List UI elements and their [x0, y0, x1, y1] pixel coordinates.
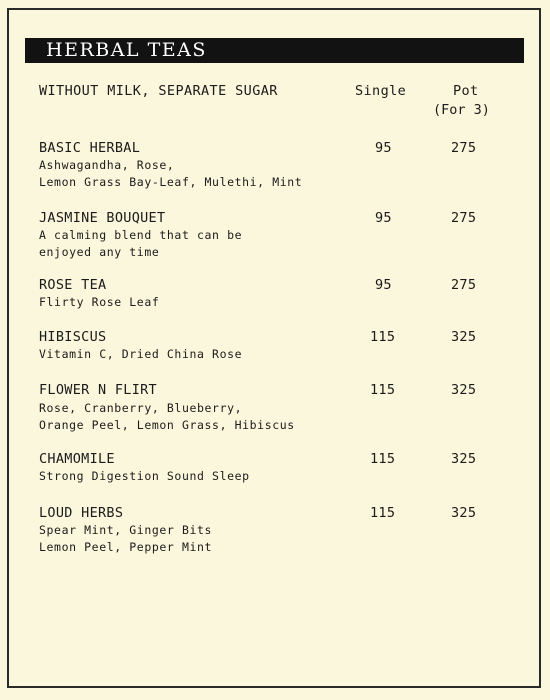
item-price-pot: 325	[451, 505, 477, 521]
item-name: HIBISCUS	[39, 329, 107, 345]
item-name: LOUD HERBS	[39, 505, 124, 521]
item-price-single: 115	[370, 451, 396, 467]
item-description: Lemon Peel, Pepper Mint	[39, 540, 213, 554]
item-price-single: 115	[370, 382, 396, 398]
item-price-pot: 275	[451, 210, 477, 226]
item-name: JASMINE BOUQUET	[39, 210, 166, 226]
item-name: BASIC HERBAL	[39, 140, 141, 156]
item-description: Ashwagandha, Rose,	[39, 158, 175, 172]
item-description: Vitamin C, Dried China Rose	[39, 347, 243, 361]
item-price-single: 115	[370, 329, 396, 345]
section-title: HERBAL TEAS	[46, 39, 207, 61]
item-description: A calming blend that can be	[39, 228, 243, 242]
item-price-pot: 325	[451, 382, 477, 398]
item-description: enjoyed any time	[39, 245, 160, 259]
item-price-pot: 275	[451, 140, 477, 156]
item-price-single: 95	[375, 140, 392, 156]
section-title-bar	[25, 38, 524, 63]
item-description: Strong Digestion Sound Sleep	[39, 469, 250, 483]
item-price-single: 95	[375, 210, 392, 226]
item-description: Rose, Cranberry, Blueberry,	[39, 401, 243, 415]
menu-subtitle: WITHOUT MILK, SEPARATE SUGAR	[39, 83, 278, 99]
item-price-single: 95	[375, 277, 392, 293]
item-description: Lemon Grass Bay-Leaf, Mulethi, Mint	[39, 175, 303, 189]
item-price-pot: 275	[451, 277, 477, 293]
item-price-single: 115	[370, 505, 396, 521]
item-price-pot: 325	[451, 451, 477, 467]
item-description: Flirty Rose Leaf	[39, 295, 160, 309]
item-price-pot: 325	[451, 329, 477, 345]
item-description: Spear Mint, Ginger Bits	[39, 523, 213, 537]
column-header-single: Single	[355, 83, 407, 99]
column-header-pot: Pot	[453, 83, 479, 99]
item-name: CHAMOMILE	[39, 451, 115, 467]
item-name: FLOWER N FLIRT	[39, 382, 157, 398]
item-description: Orange Peel, Lemon Grass, Hibiscus	[39, 418, 295, 432]
item-name: ROSE TEA	[39, 277, 107, 293]
column-header-pot-note: (For 3)	[433, 102, 490, 118]
